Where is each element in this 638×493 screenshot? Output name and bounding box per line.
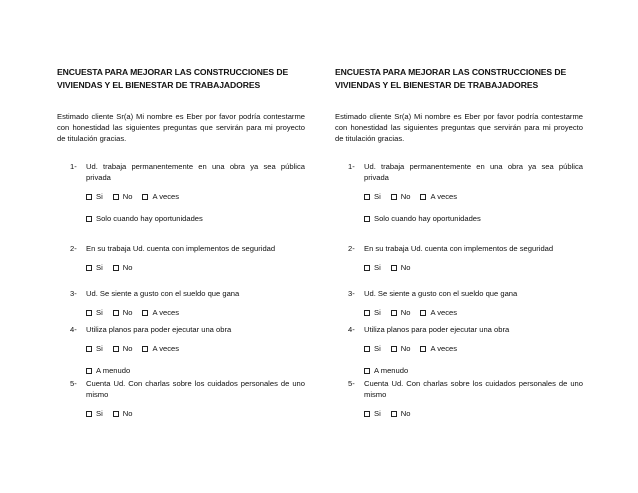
option-row <box>364 191 583 202</box>
option-label: No <box>122 192 133 201</box>
option-label: A menudo <box>374 366 409 375</box>
checkbox-icon[interactable] <box>391 265 397 271</box>
answer-options <box>364 307 583 318</box>
question-item <box>335 161 583 243</box>
answer-option[interactable] <box>86 365 130 376</box>
question-item <box>335 378 583 428</box>
option-label: A veces <box>430 344 458 353</box>
checkbox-icon[interactable] <box>364 194 370 200</box>
checkbox-icon[interactable] <box>86 310 92 316</box>
question-item <box>57 161 305 243</box>
answer-options <box>364 343 583 376</box>
survey-intro: Estimado cliente Sr(a) Mi nombre es Eber por favor podría contestarme con honestidad las siguientes preguntas que servirán para mi proyecto de titulación gracias. <box>335 112 583 143</box>
question-text: Cuenta Ud. Con charlas sobre los cuidados personales de uno mismo <box>364 379 583 399</box>
checkbox-icon[interactable] <box>420 346 426 352</box>
option-label: No <box>400 344 411 353</box>
option-label: A veces <box>152 192 180 201</box>
option-label: Si <box>374 192 381 201</box>
survey-title: ENCUESTA PARA MEJORAR LAS CONSTRUCCIONES DE VIVIENDAS Y EL BIENESTAR DE TRABAJADORES <box>57 67 289 90</box>
checkbox-icon[interactable] <box>113 346 119 352</box>
answer-option[interactable] <box>113 191 133 202</box>
answer-option[interactable] <box>86 343 103 354</box>
answer-option[interactable] <box>86 307 103 318</box>
option-label: Si <box>96 192 103 201</box>
checkbox-icon[interactable] <box>86 346 92 352</box>
option-label: Si <box>96 263 103 272</box>
checkbox-icon[interactable] <box>142 310 148 316</box>
option-row <box>86 191 305 202</box>
checkbox-icon[interactable] <box>391 310 397 316</box>
option-label: No <box>122 344 133 353</box>
checkbox-icon[interactable] <box>364 310 370 316</box>
question-item <box>335 288 583 324</box>
question-number: 1- <box>348 162 355 171</box>
checkbox-icon[interactable] <box>391 346 397 352</box>
question-item <box>335 243 583 288</box>
option-label: Si <box>374 409 381 418</box>
option-label: Si <box>96 344 103 353</box>
option-label: No <box>122 409 133 418</box>
survey-title: ENCUESTA PARA MEJORAR LAS CONSTRUCCIONES DE VIVIENDAS Y EL BIENESTAR DE TRABAJADORES <box>335 67 567 90</box>
option-label: Si <box>374 263 381 272</box>
option-row <box>364 343 583 354</box>
answer-option[interactable] <box>420 307 457 318</box>
checkbox-icon[interactable] <box>113 310 119 316</box>
checkbox-icon[interactable] <box>113 194 119 200</box>
answer-option[interactable] <box>420 343 457 354</box>
question-text: Ud. Se siente a gusto con el sueldo que gana <box>364 289 518 298</box>
answer-options <box>86 191 305 224</box>
checkbox-icon[interactable] <box>86 411 92 417</box>
answer-option[interactable] <box>86 191 103 202</box>
option-row <box>364 307 583 318</box>
option-label: A veces <box>152 344 180 353</box>
answer-option[interactable] <box>86 262 103 273</box>
checkbox-icon[interactable] <box>142 194 148 200</box>
question-item <box>335 324 583 378</box>
checkbox-icon[interactable] <box>364 265 370 271</box>
question-number: 2- <box>70 244 77 253</box>
answer-option[interactable] <box>364 262 381 273</box>
checkbox-icon[interactable] <box>86 368 92 374</box>
answer-option[interactable] <box>420 191 457 202</box>
answer-option[interactable] <box>391 343 411 354</box>
survey-column-left <box>57 66 305 428</box>
question-number: 4- <box>348 325 355 334</box>
question-text: Ud. trabaja permanentemente en una obra ya sea pública privada <box>364 162 583 182</box>
checkbox-icon[interactable] <box>364 368 370 374</box>
question-number: 2- <box>348 244 355 253</box>
option-label: No <box>400 409 411 418</box>
question-number: 3- <box>348 289 355 298</box>
question-item <box>57 243 305 288</box>
checkbox-icon[interactable] <box>420 310 426 316</box>
answer-options <box>364 262 583 273</box>
answer-option[interactable] <box>364 408 381 419</box>
question-text: Ud. trabaja permanentemente en una obra ya sea pública privada <box>86 162 305 182</box>
option-label: A veces <box>430 192 458 201</box>
answer-option[interactable] <box>391 307 411 318</box>
option-label: Si <box>374 308 381 317</box>
checkbox-icon[interactable] <box>391 411 397 417</box>
answer-option[interactable] <box>86 408 103 419</box>
question-text: Ud. Se siente a gusto con el sueldo que gana <box>86 289 240 298</box>
answer-options <box>86 262 305 273</box>
option-row <box>364 262 583 273</box>
question-number: 3- <box>70 289 77 298</box>
option-row <box>364 213 583 224</box>
survey-column-right <box>335 66 583 428</box>
option-label: Si <box>96 409 103 418</box>
checkbox-icon[interactable] <box>86 216 92 222</box>
question-number: 5- <box>70 379 77 388</box>
checkbox-icon[interactable] <box>86 194 92 200</box>
answer-options <box>364 408 583 419</box>
checkbox-icon[interactable] <box>364 346 370 352</box>
question-item <box>57 324 305 378</box>
checkbox-icon[interactable] <box>86 265 92 271</box>
answer-option[interactable] <box>391 191 411 202</box>
question-list <box>57 161 305 428</box>
checkbox-icon[interactable] <box>113 411 119 417</box>
option-row <box>86 262 305 273</box>
question-item <box>57 378 305 428</box>
answer-option[interactable] <box>364 213 481 224</box>
option-row <box>86 408 305 419</box>
option-label: No <box>400 308 411 317</box>
question-text: En su trabaja Ud. cuenta con implementos de seguridad <box>86 244 276 253</box>
option-label: Solo cuando hay oportunidades <box>96 214 203 223</box>
option-label: Solo cuando hay oportunidades <box>374 214 481 223</box>
option-label: No <box>400 192 411 201</box>
checkbox-icon[interactable] <box>364 411 370 417</box>
answer-option[interactable] <box>364 307 381 318</box>
checkbox-icon[interactable] <box>142 346 148 352</box>
option-row <box>364 408 583 419</box>
answer-options <box>86 343 305 376</box>
answer-options <box>364 191 583 224</box>
answer-option[interactable] <box>86 213 203 224</box>
question-text: Utiliza planos para poder ejecutar una obra <box>86 325 232 334</box>
answer-option[interactable] <box>391 262 411 273</box>
option-label: No <box>122 308 133 317</box>
checkbox-icon[interactable] <box>391 194 397 200</box>
question-number: 1- <box>70 162 77 171</box>
option-label: No <box>400 263 411 272</box>
answer-options <box>86 307 305 318</box>
option-label: Si <box>374 344 381 353</box>
option-label: A menudo <box>96 366 131 375</box>
answer-option[interactable] <box>364 365 408 376</box>
answer-option[interactable] <box>113 307 133 318</box>
option-row <box>86 307 305 318</box>
question-list <box>335 161 583 428</box>
answer-option[interactable] <box>142 191 179 202</box>
option-label: A veces <box>430 308 458 317</box>
option-label: No <box>122 263 133 272</box>
question-item <box>57 288 305 324</box>
option-row <box>86 343 305 354</box>
option-row <box>86 365 305 376</box>
question-number: 5- <box>348 379 355 388</box>
answer-options <box>86 408 305 419</box>
question-number: 4- <box>70 325 77 334</box>
answer-option[interactable] <box>142 307 179 318</box>
checkbox-icon[interactable] <box>113 265 119 271</box>
checkbox-icon[interactable] <box>364 216 370 222</box>
option-row <box>364 365 583 376</box>
checkbox-icon[interactable] <box>420 194 426 200</box>
answer-option[interactable] <box>364 191 381 202</box>
answer-option[interactable] <box>142 343 179 354</box>
answer-option[interactable] <box>391 408 411 419</box>
question-text: Utiliza planos para poder ejecutar una obra <box>364 325 510 334</box>
survey-intro: Estimado cliente Sr(a) Mi nombre es Eber por favor podría contestarme con honestidad las siguientes preguntas que servirán para mi proyecto de titulación gracias. <box>57 112 305 143</box>
answer-option[interactable] <box>113 408 133 419</box>
question-text: Cuenta Ud. Con charlas sobre los cuidados personales de uno mismo <box>86 379 305 399</box>
option-row <box>86 213 305 224</box>
question-text: En su trabaja Ud. cuenta con implementos de seguridad <box>364 244 554 253</box>
answer-option[interactable] <box>113 262 133 273</box>
answer-option[interactable] <box>364 343 381 354</box>
option-label: A veces <box>152 308 180 317</box>
option-label: Si <box>96 308 103 317</box>
answer-option[interactable] <box>113 343 133 354</box>
